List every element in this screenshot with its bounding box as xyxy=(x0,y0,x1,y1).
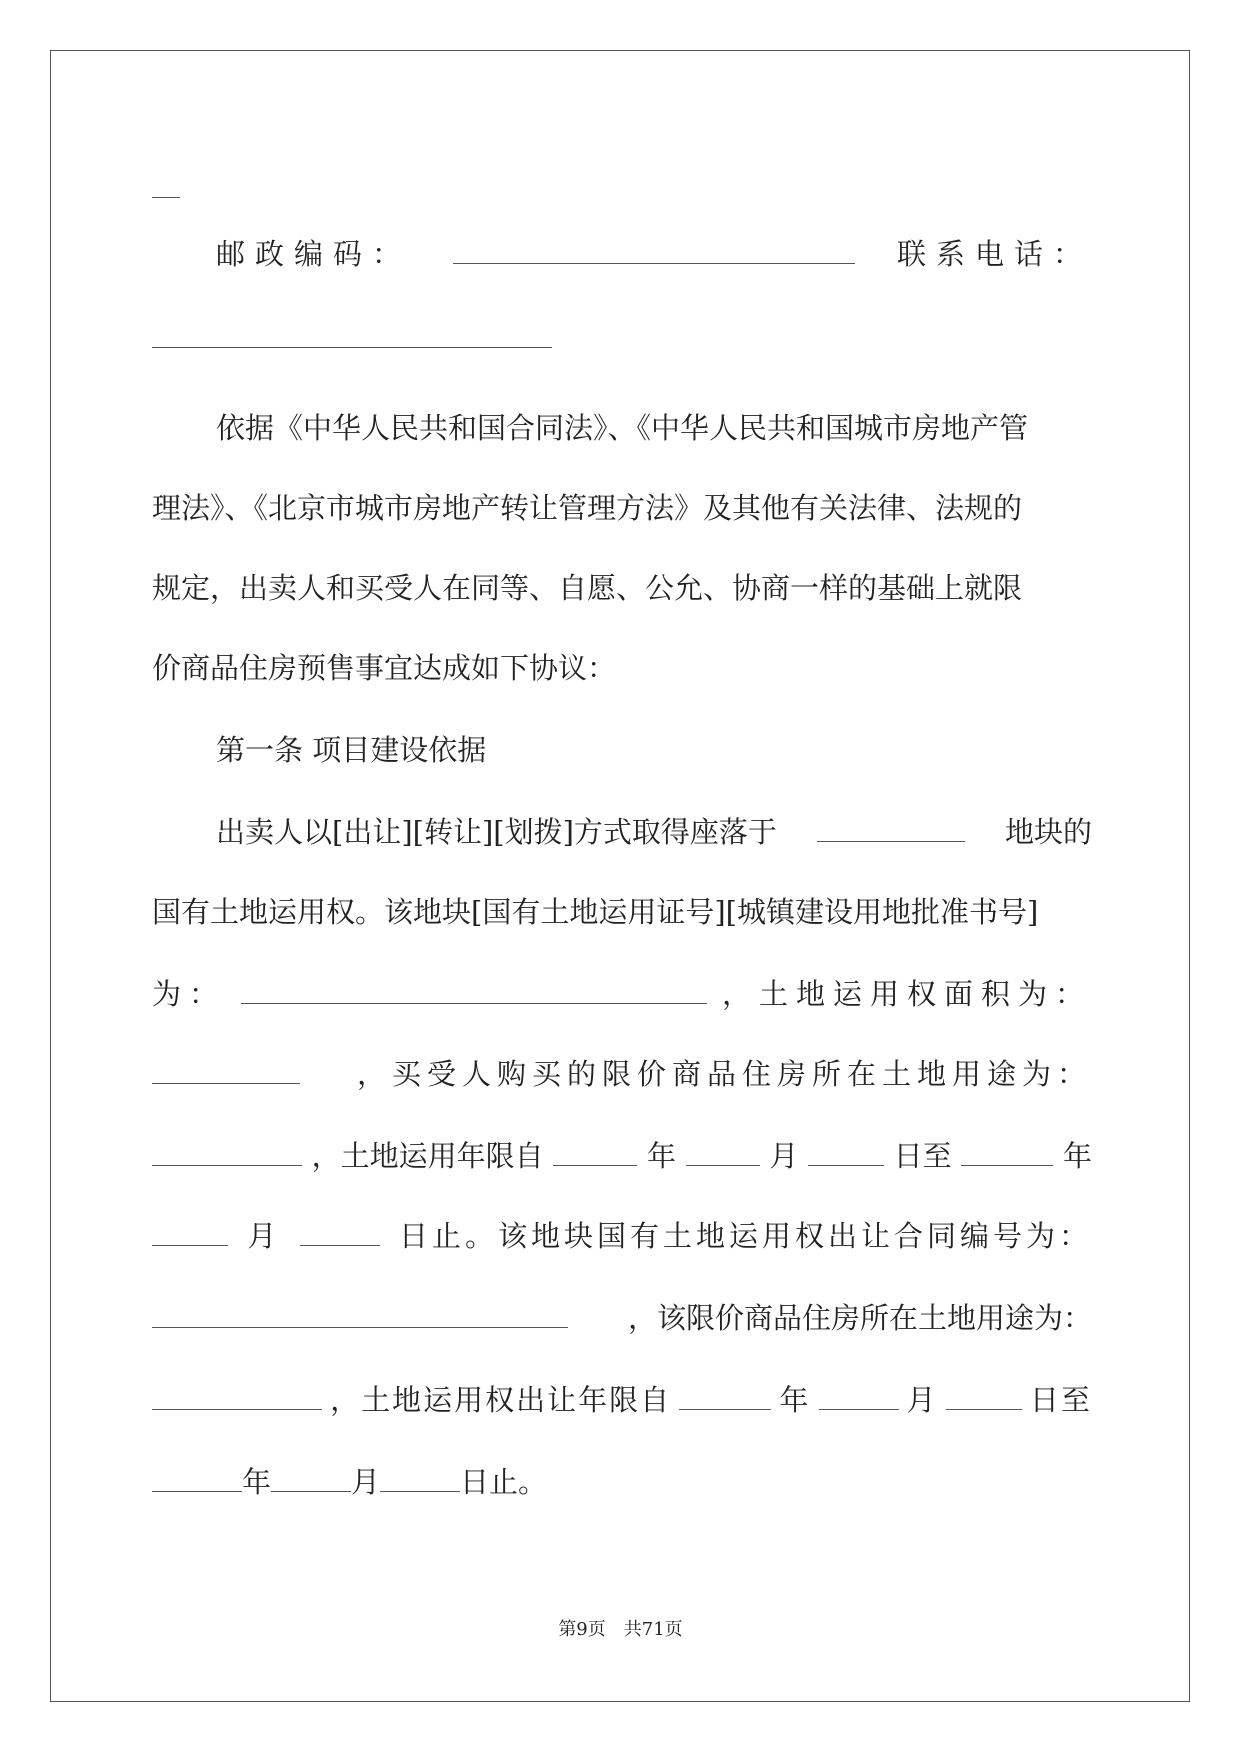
text: 月 xyxy=(351,1465,381,1499)
text: ，买受人购买的限价商品住房所在土地用途为： xyxy=(356,1057,1092,1091)
text: 地块的 xyxy=(1004,815,1092,849)
para1-text: 规定，出卖人和买受人在同等、自愿、公允、协商一样的基础上就限 xyxy=(152,571,1023,605)
para2-line7 xyxy=(152,1298,1092,1338)
blank xyxy=(686,1137,760,1166)
text: 月 xyxy=(769,1139,799,1173)
text: ，土地运用权出让年限自 xyxy=(330,1383,672,1417)
blank xyxy=(152,1137,302,1166)
blank xyxy=(152,1463,242,1492)
article-title: 第一条 项目建设依据 xyxy=(216,733,487,767)
blank xyxy=(380,1463,460,1492)
text: ，土地运用权面积为： xyxy=(721,977,1092,1011)
para2-line3 xyxy=(152,974,1092,1014)
para1-text: 依据《中华人民共和国合同法》、《中华人民共和国城市房地产管 xyxy=(216,411,1029,445)
blank xyxy=(300,1217,380,1246)
blank xyxy=(553,1137,637,1166)
para2-line8 xyxy=(152,1380,1092,1420)
blank xyxy=(679,1381,771,1410)
postal-code-label: 邮政编码： xyxy=(216,237,412,271)
text: 月 xyxy=(906,1383,938,1417)
article1-title xyxy=(216,730,1092,770)
blank xyxy=(152,1055,300,1084)
text: ，该限价商品住房所在土地用途为： xyxy=(627,1301,1092,1335)
phone-blank-line xyxy=(152,318,1092,358)
contact-line xyxy=(216,234,1092,274)
blank xyxy=(152,1299,568,1328)
blank xyxy=(152,169,180,198)
blank xyxy=(817,813,965,842)
blank xyxy=(808,1137,884,1166)
page-footer: 第9页 共71页 xyxy=(558,1619,683,1640)
text: ，土地运用年限自 xyxy=(311,1139,544,1173)
para1-text: 理法》、《北京市城市房地产转让管理方法》及其他有关法律、法规的 xyxy=(152,491,1023,525)
text: 出卖人以[出让][转让][划拨]方式取得座落于 xyxy=(216,815,777,849)
blank xyxy=(946,1381,1022,1410)
para1-line2 xyxy=(152,488,1092,528)
page-border xyxy=(50,50,1190,1702)
para1-line4 xyxy=(152,648,1092,688)
text: 日至 xyxy=(1029,1383,1092,1417)
para2-line2 xyxy=(152,892,1092,932)
blank xyxy=(271,1463,351,1492)
text: 国有土地运用权。该地块[国有土地运用证号][城镇建设用地批准书号] xyxy=(152,895,1039,929)
blank xyxy=(152,1381,322,1410)
para1-text: 价商品住房预售事宜达成如下协议： xyxy=(152,651,617,685)
para1-line1 xyxy=(216,408,1092,448)
blank xyxy=(819,1381,899,1410)
blank xyxy=(241,975,707,1004)
text: 日至 xyxy=(893,1139,952,1173)
text: 为： xyxy=(152,977,227,1011)
text: 年 xyxy=(646,1139,676,1173)
blank-fragment xyxy=(152,168,1092,208)
text: 日止。该地块国有土地运用权出让合同编号为： xyxy=(398,1219,1092,1253)
blank xyxy=(961,1137,1053,1166)
text: 月 xyxy=(247,1219,281,1253)
para1-line3 xyxy=(152,568,1092,608)
text: 年 xyxy=(1062,1139,1092,1173)
phone-blank xyxy=(152,319,552,348)
postal-code-blank xyxy=(453,235,855,264)
phone-label: 联系电话： xyxy=(896,237,1092,271)
text: 日止。 xyxy=(460,1465,548,1499)
blank xyxy=(152,1217,228,1246)
text: 年 xyxy=(779,1383,811,1417)
para2-line1 xyxy=(216,812,1092,852)
para2-line9 xyxy=(152,1462,1092,1502)
para2-line4 xyxy=(152,1054,1092,1094)
para2-line6 xyxy=(152,1216,1092,1256)
para2-line5 xyxy=(152,1136,1092,1176)
text: 年 xyxy=(242,1465,272,1499)
